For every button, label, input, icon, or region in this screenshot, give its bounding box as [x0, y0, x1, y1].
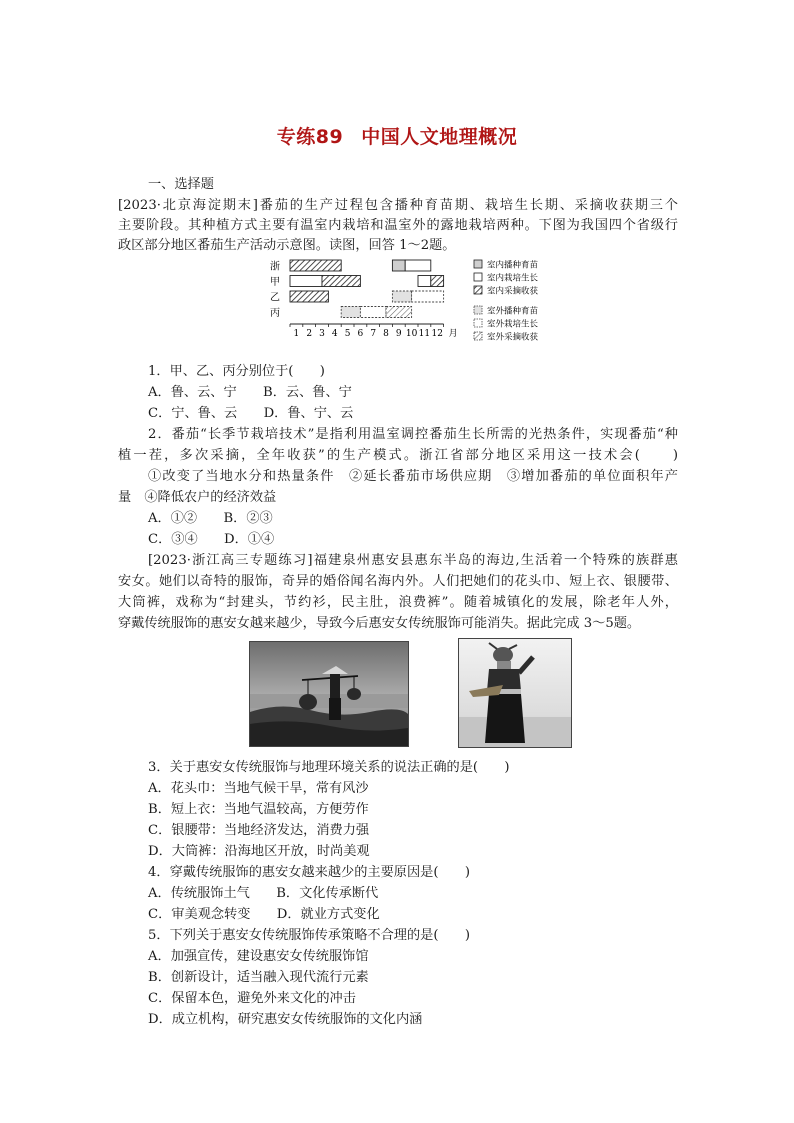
- passage1-line: 政区部分地区番茄生产活动示意图。读图，回答 1～2题。: [118, 238, 456, 253]
- legend-swatch: [474, 273, 482, 281]
- passage1-line: 主要阶段。其种植方式主要有温室内栽培和温室外的露地栽培两种。下图为我国四个省级行: [118, 218, 678, 233]
- timeline-bar: [418, 276, 431, 287]
- q5-option-c: C．保留本色，避免外来文化的冲击: [148, 991, 356, 1006]
- x-tick-label: 4: [331, 329, 338, 339]
- timeline-bar: [386, 307, 412, 318]
- timeline-bar: [290, 291, 328, 302]
- q2-line: 2．番茄“长季节栽培技术”是指利用温室调控番茄生长所需的光热条件，实现番茄“种: [148, 427, 678, 442]
- q1-options-ab: A．鲁、云、宁 B．云、鲁、宁: [148, 385, 352, 400]
- legend-label: 室内采摘收获: [487, 286, 539, 297]
- q3-option-c: C．银腰带：当地经济发达，消费力强: [148, 823, 370, 838]
- legend-swatch: [474, 332, 482, 340]
- row-label: 乙: [270, 292, 280, 304]
- q3-option-a: A．花头巾：当地气候干旱，常有风沙: [148, 781, 369, 796]
- x-axis-label: 月: [448, 329, 458, 339]
- x-tick-label: 12: [431, 329, 443, 339]
- timeline-bar: [392, 260, 405, 271]
- legend-swatch: [474, 306, 482, 314]
- timeline-bar: [322, 276, 360, 287]
- legend-swatch: [474, 319, 482, 327]
- passage2-line: 大筒裤，戏称为“封建头，节约衫，民主肚，浪费裤”。随着城镇化的发展，除老年人外，: [118, 595, 678, 610]
- q3-option-d: D．大筒裤：沿海地区开放，时尚美观: [148, 844, 370, 859]
- q5-stem: 5．下列关于惠安女传统服饰传承策略不合理的是( ): [148, 928, 470, 943]
- timeline-bar: [341, 307, 360, 318]
- q5-option-b: B．创新设计，适当融入现代流行元素: [148, 970, 369, 985]
- timeline-bar: [290, 276, 322, 287]
- timeline-bar: [360, 307, 386, 318]
- q1-stem: 1．甲、乙、丙分别位于( ): [148, 364, 325, 379]
- q4-stem: 4．穿戴传统服饰的惠安女越来越少的主要原因是( ): [148, 865, 470, 880]
- tomato-production-chart: [262, 257, 562, 353]
- q1-options-cd: C．宁、鲁、云 D．鲁、宁、云: [148, 406, 354, 421]
- x-tick-label: 5: [344, 329, 351, 339]
- title-code: 专练89: [276, 126, 344, 148]
- title-name: 中国人文地理概况: [361, 126, 518, 148]
- page-title: [0, 122, 794, 149]
- q2-line: ①改变了当地水分和热量条件 ②延长番茄市场供应期 ③增加番茄的单位面积年产: [148, 469, 678, 484]
- q4-options-ab: A．传统服饰土气 B．文化传承断代: [148, 886, 379, 901]
- q2-options-ab: A．①② B．②③: [148, 511, 273, 526]
- passage2-line: 穿戴传统服饰的惠安女越来越少，导致今后惠安女传统服饰可能消失。据此完成 3～5题。: [118, 616, 641, 631]
- x-tick-label: 10: [405, 329, 418, 339]
- q2-options-cd: C．③④ D．①④: [148, 532, 275, 547]
- legend-label: 室外播种育苗: [487, 306, 539, 317]
- photo-huian-woman-coast: [249, 641, 409, 747]
- q2-line: 量 ④降低农户的经济效益: [118, 490, 277, 505]
- legend-label: 室外栽培生长: [487, 319, 539, 330]
- q3-stem: 3．关于惠安女传统服饰与地理环境关系的说法正确的是( ): [148, 760, 510, 775]
- row-label: 浙: [270, 261, 280, 273]
- q4-options-cd: C．审美观念转变 D．就业方式变化: [148, 907, 380, 922]
- row-label: 丙: [270, 308, 280, 319]
- timeline-bar: [405, 260, 431, 271]
- timeline-bar: [412, 291, 444, 302]
- q5-option-a: A．加强宣传，建设惠安女传统服饰馆: [148, 949, 369, 964]
- row-label: 甲: [270, 277, 280, 288]
- x-tick-label: 8: [383, 329, 389, 339]
- legend-label: 室内栽培生长: [487, 273, 539, 284]
- legend-swatch: [474, 286, 482, 294]
- timeline-bar: [392, 291, 411, 302]
- q2-line: 植一茬，多次采摘，全年收获”的生产模式。浙江省部分地区采用这一技术会( ): [118, 448, 678, 463]
- x-tick-label: 9: [395, 329, 402, 339]
- x-tick-label: 11: [418, 329, 431, 339]
- q5-option-d: D．成立机构，研究惠安女传统服饰的文化内涵: [148, 1012, 423, 1027]
- legend-swatch: [474, 260, 482, 268]
- q3-option-b: B．短上衣：当地气温较高，方便劳作: [148, 802, 369, 817]
- passage2-line: 安女。她们以奇特的服饰，奇异的婚俗闻名海内外。人们把她们的花头巾、短上衣、银腰带、: [118, 574, 678, 589]
- legend-label: 室外采摘收获: [487, 332, 539, 343]
- timeline-bar: [431, 276, 444, 287]
- passage1-line: [2023·北京海淀期末]番茄的生产过程包含播种育苗期、栽培生长期、采摘收获期三个: [118, 198, 678, 213]
- legend-label: 室内播种育苗: [487, 260, 539, 271]
- photo-huian-woman-costume: [458, 638, 572, 748]
- x-tick-label: 1: [293, 329, 300, 339]
- passage2-line: [2023·浙江高三专题练习]福建泉州惠安县惠东半岛的海边,生活着一个特殊的族群惠: [148, 553, 678, 568]
- timeline-bar: [290, 260, 341, 271]
- x-tick-label: 2: [306, 329, 313, 339]
- x-tick-label: 7: [370, 329, 377, 339]
- x-tick-label: 6: [357, 329, 364, 339]
- x-tick-label: 3: [319, 329, 325, 339]
- section-heading: 一、选择题: [148, 177, 214, 192]
